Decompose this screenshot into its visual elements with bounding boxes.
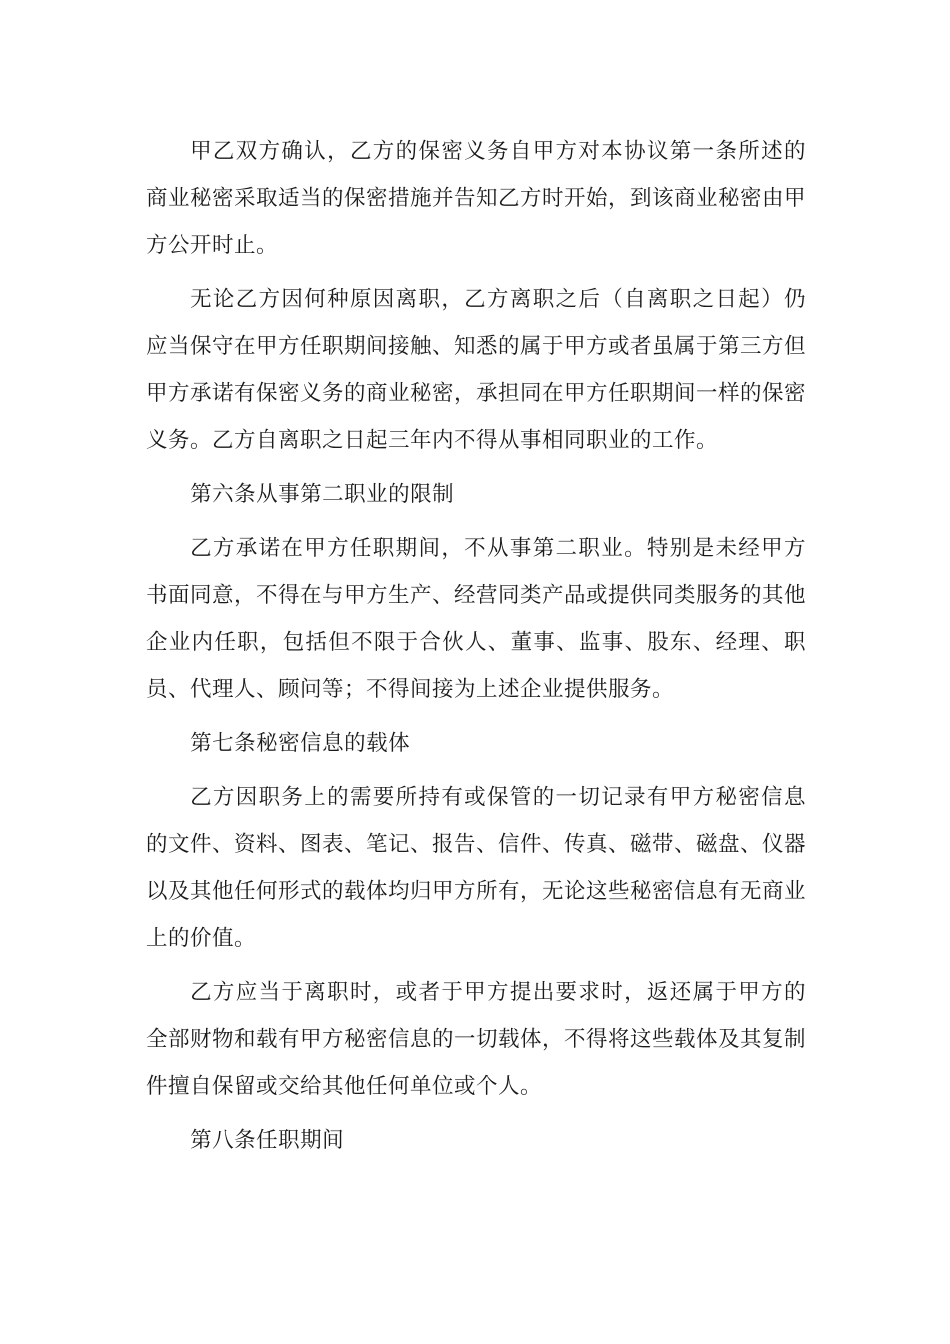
document-body	[146, 128, 806, 1164]
article-8-heading: 第八条任职期间	[190, 1128, 345, 1153]
article-6-heading: 第六条从事第二职业的限制	[190, 482, 455, 507]
paragraph-secret-carriers: 乙方因职务上的需要所持有或保管的一切记录有甲方秘密信息的文件、资料、图表、笔记、报告、信件、传真、磁带、磁盘、仪器以及其他任何形式的载体均归甲方所有，无论这些秘密信息有无商业上的价值。	[146, 785, 807, 951]
paragraph-post-resignation-duty: 无论乙方因何种原因离职，乙方离职之后（自离职之日起）仍应当保守在甲方任职期间接触、知悉的属于甲方或者虽属于第三方但甲方承诺有保密义务的商业秘密，承担同在甲方任职期间一样的保密义务。乙方自离职之日起三年内不得从事相同职业的工作。	[146, 287, 807, 453]
paragraph-return-property: 乙方应当于离职时，或者于甲方提出要求时，返还属于甲方的全部财物和载有甲方秘密信息的一切载体，不得将这些载体及其复制件擅自保留或交给其他任何单位或个人。	[146, 980, 807, 1099]
article-7-heading: 第七条秘密信息的载体	[190, 731, 411, 756]
paragraph-confidentiality-term: 甲乙双方确认，乙方的保密义务自甲方对本协议第一条所述的商业秘密采取适当的保密措施并告知乙方时开始，到该商业秘密由甲方公开时止。	[146, 139, 807, 258]
paragraph-second-job-restriction: 乙方承诺在甲方任职期间，不从事第二职业。特别是未经甲方书面同意，不得在与甲方生产、经营同类产品或提供同类服务的其他企业内任职，包括但不限于合伙人、董事、监事、股东、经理、职员、代理人、顾问等；不得间接为上述企业提供服务。	[146, 536, 807, 702]
